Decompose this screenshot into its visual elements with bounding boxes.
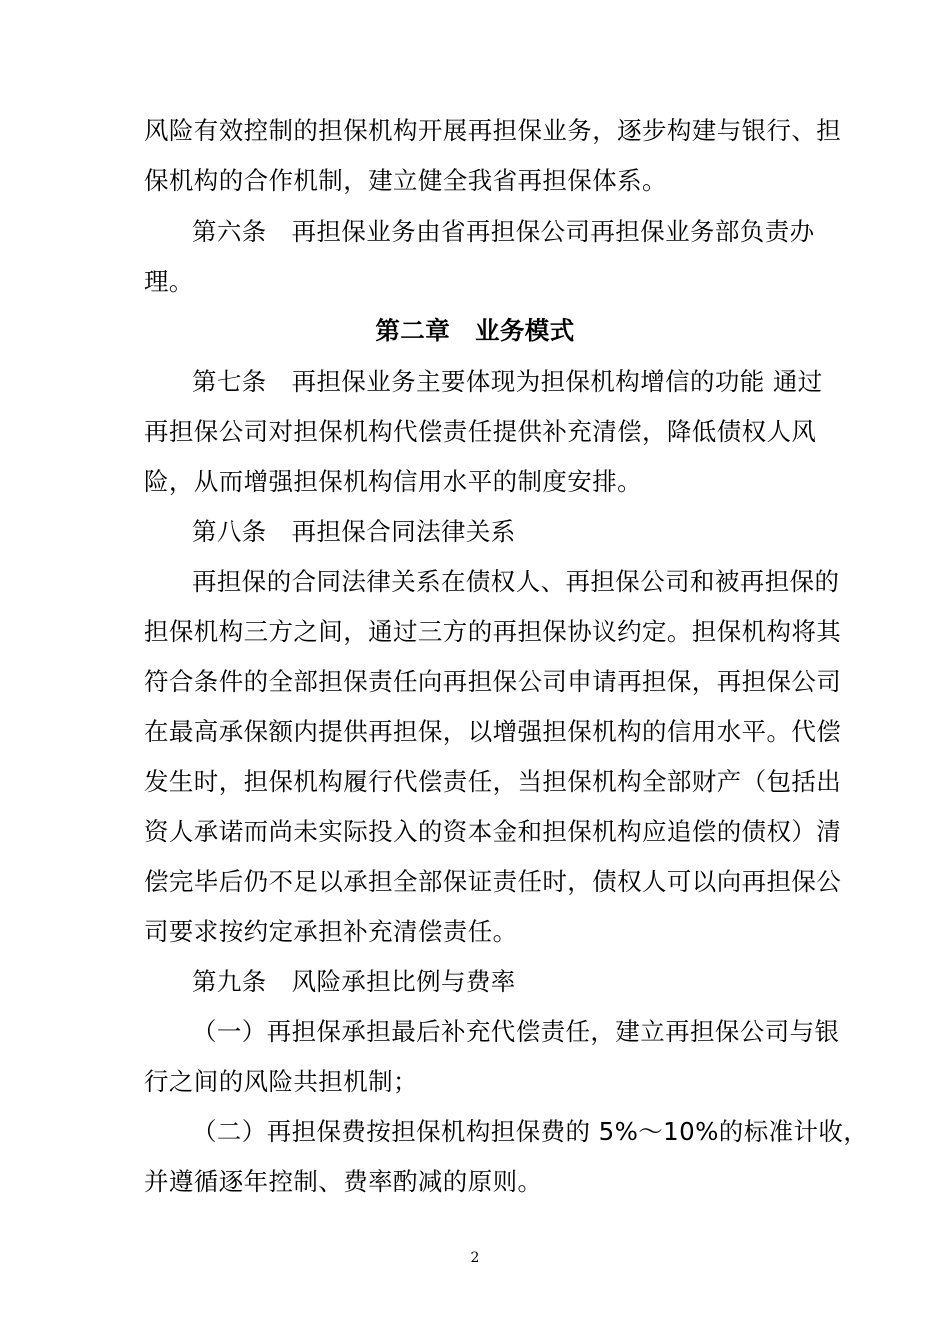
- article-8-line: 第八条 再担保合同法律关系: [192, 517, 516, 546]
- text-line: 司要求按约定承担补充清偿责任。: [144, 917, 518, 946]
- text-line: 并遵循逐年控制、费率酌减的原则。: [144, 1167, 543, 1196]
- article-7-line: 第七条 再担保业务主要体现为担保机构增信的功能 通过: [192, 367, 823, 396]
- text-line: 担保机构三方之间，通过三方的再担保协议约定。担保机构将其: [144, 617, 842, 646]
- text-line: 险，从而增强担保机构信用水平的制度安排。: [144, 467, 642, 496]
- text-line: 发生时，担保机构履行代偿责任，当担保机构全部财产（包括出: [144, 767, 842, 796]
- text-line: 再担保的合同法律关系在债权人、再担保公司和被再担保的: [192, 567, 840, 596]
- text-line: 风险有效控制的担保机构开展再担保业务，逐步构建与银行、担: [144, 116, 842, 145]
- text-line: 在最高承保额内提供再担保，以增强担保机构的信用水平。代偿: [144, 717, 842, 746]
- article-6-line: 第六条 再担保业务由省再担保公司再担保业务部负责办: [192, 217, 815, 246]
- article-9-line: 第九条 风险承担比例与费率: [192, 967, 516, 996]
- text-line: 行之间的风险共担机制；: [144, 1067, 418, 1096]
- list-item-2-line: （二）再担保费按担保机构担保费的 5%～10%的标准计收，: [192, 1117, 869, 1146]
- text-line: 资人承诺而尚未实际投入的资本金和担保机构应追偿的债权）清: [144, 817, 842, 846]
- text-line: 偿完毕后仍不足以承担全部保证责任时，债权人可以向再担保公: [144, 867, 842, 896]
- text-line: 理。: [144, 267, 194, 296]
- text-line: 符合条件的全部担保责任向再担保公司申请再担保，再担保公司: [144, 667, 842, 696]
- list-item-1-line: （一）再担保承担最后补充代偿责任，建立再担保公司与银: [192, 1017, 840, 1046]
- page-number: 2: [470, 1250, 480, 1266]
- text-line: 再担保公司对担保机构代偿责任提供补充清偿，降低债权人风: [144, 417, 817, 446]
- text-line: 保机构的合作机制，建立健全我省再担保体系。: [144, 166, 667, 195]
- chapter-heading: 第二章 业务模式: [375, 316, 575, 345]
